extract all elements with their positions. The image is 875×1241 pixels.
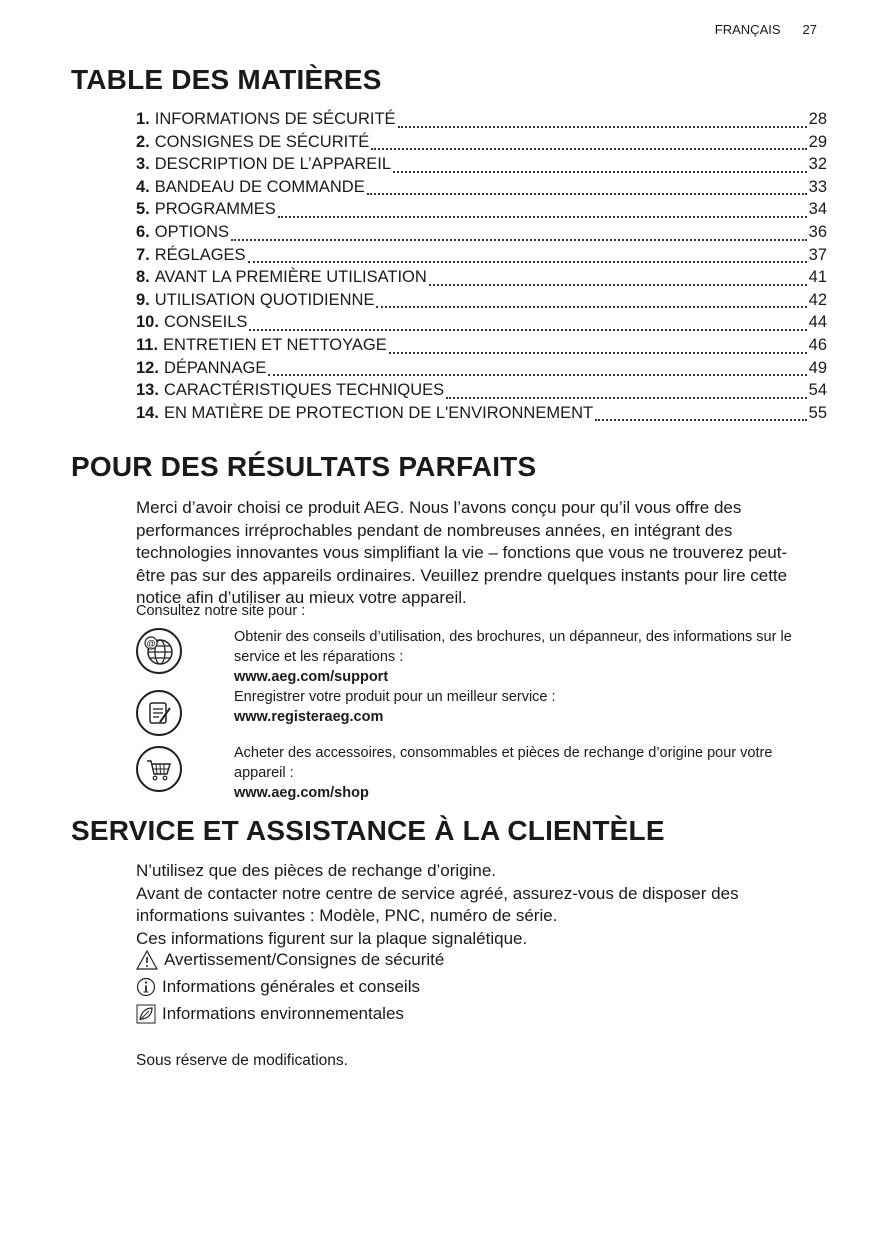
- service-line-2: Avant de contacter notre centre de service agréé, assurez-vous de disposer des informations suivantes : Modèle, PNC, numéro de série.: [136, 883, 739, 925]
- toc-item-page: 46: [808, 335, 827, 354]
- toc-item-page: 42: [808, 290, 827, 309]
- toc-item[interactable]: [136, 178, 827, 201]
- toc-item-number: 2.: [136, 132, 150, 151]
- toc-leader-dots: [429, 284, 807, 286]
- register-icon: [136, 690, 182, 736]
- shopping-cart-icon: [136, 746, 182, 792]
- toc-leader-dots: [248, 261, 807, 263]
- toc-leader-dots: [231, 239, 807, 241]
- toc-item-label: DÉPANNAGE: [163, 358, 267, 377]
- toc-leader-dots: [446, 397, 806, 399]
- header-language: FRANÇAIS: [714, 22, 781, 37]
- toc-item-page: 37: [808, 245, 827, 264]
- toc-item-page: 36: [808, 222, 827, 241]
- legend-warning-label: Avertissement/Consignes de sécurité: [164, 950, 445, 969]
- legend-info-label: Informations générales et conseils: [162, 977, 420, 996]
- toc-item-page: 54: [808, 381, 827, 400]
- toc-item-number: 6.: [136, 222, 150, 241]
- service-title: SERVICE ET ASSISTANCE À LA CLIENTÈLE: [71, 815, 665, 846]
- toc-item[interactable]: [136, 223, 827, 246]
- toc-item-number: 5.: [136, 200, 150, 219]
- toc-item-label: ENTRETIEN ET NETTOYAGE: [163, 335, 387, 354]
- shop-info: [234, 743, 824, 803]
- toc-item[interactable]: [136, 359, 827, 382]
- toc-item-page: 44: [808, 313, 827, 332]
- toc-item[interactable]: [136, 200, 827, 223]
- toc-item-label: UTILISATION QUOTIDIENNE: [154, 290, 375, 309]
- consult-label: Consultez notre site pour :: [136, 603, 306, 619]
- shop-text: Acheter des accessoires, consommables et pièces de rechange d’origine pour votre appareil :: [234, 745, 773, 781]
- toc-item-number: 1.: [136, 110, 150, 128]
- toc-item-number: 11.: [136, 335, 159, 354]
- toc-item-number: 7.: [136, 245, 150, 264]
- toc-leader-dots: [393, 171, 807, 173]
- toc-item-label: CONSIGNES DE SÉCURITÉ: [154, 132, 370, 151]
- toc-item-label: DESCRIPTION DE L’APPAREIL: [154, 155, 392, 174]
- toc-leader-dots: [268, 374, 806, 376]
- intro-paragraph: Merci d’avoir choisi ce produit AEG. Nous l’avons conçu pour qu’il vous offre des performances irréprochables pendant de nombreuses années, en intégrant des technologies innovantes vous simplifiant la vie – fonctions que vous ne trouverez peut-être pas sur des appareils ordinaires. Veuillez prendre quelques instants pour lire cette notice afin d’utiliser au mieux votre appareil.: [136, 498, 788, 607]
- toc-item-label: INFORMATIONS DE SÉCURITÉ: [154, 110, 396, 128]
- register-info: [234, 687, 824, 727]
- toc-item[interactable]: [136, 110, 827, 133]
- legend-environment: [136, 1004, 404, 1024]
- toc-item[interactable]: [136, 404, 827, 427]
- info-icon: [136, 977, 156, 997]
- toc-leader-dots: [389, 352, 807, 354]
- toc-item-page: 32: [808, 155, 827, 174]
- toc-leader-dots: [249, 329, 806, 331]
- toc-item-page: 55: [808, 403, 827, 422]
- support-info: [234, 627, 824, 687]
- toc-item-page: 29: [808, 132, 827, 151]
- register-link[interactable]: www.registeraeg.com: [234, 709, 384, 725]
- toc-item-label: BANDEAU DE COMMANDE: [154, 177, 365, 196]
- toc-item-label: EN MATIÈRE DE PROTECTION DE L'ENVIRONNEMENT: [163, 403, 594, 422]
- toc-item-number: 14.: [136, 403, 159, 422]
- toc-leader-dots: [371, 148, 806, 150]
- toc-item[interactable]: [136, 268, 827, 291]
- support-link[interactable]: www.aeg.com/support: [234, 669, 389, 685]
- support-text: Obtenir des conseils d’utilisation, des brochures, un dépanneur, des informations sur le service et les réparations :: [234, 629, 792, 665]
- globe-support-icon: [136, 628, 182, 674]
- toc-item[interactable]: [136, 133, 827, 156]
- legend-warning: [136, 950, 444, 970]
- toc-item-number: 8.: [136, 268, 150, 287]
- toc-item-page: 33: [808, 177, 827, 196]
- results-title: POUR DES RÉSULTATS PARFAITS: [71, 451, 537, 482]
- toc-leader-dots: [278, 216, 807, 218]
- toc-item-number: 10.: [136, 313, 159, 332]
- service-line-1: N’utilisez que des pièces de rechange d’origine.: [136, 861, 497, 880]
- toc-item-number: 3.: [136, 155, 150, 174]
- toc-item-label: CONSEILS: [163, 313, 248, 332]
- toc-item-number: 12.: [136, 358, 159, 377]
- toc-item-page: 28: [808, 110, 827, 128]
- page-header: [715, 22, 817, 37]
- toc-item[interactable]: [136, 313, 827, 336]
- toc-item[interactable]: [136, 246, 827, 269]
- svg-text:@: @: [146, 638, 156, 649]
- toc-item-label: RÉGLAGES: [154, 245, 246, 264]
- toc-item-number: 9.: [136, 290, 150, 309]
- toc-item-page: 34: [808, 200, 827, 219]
- service-line-3: Ces informations figurent sur la plaque signalétique.: [136, 928, 528, 948]
- toc-leader-dots: [367, 193, 807, 195]
- toc-item-label: AVANT LA PREMIÈRE UTILISATION: [154, 268, 427, 287]
- toc-title: TABLE DES MATIÈRES: [71, 64, 382, 95]
- toc-leader-dots: [595, 419, 807, 421]
- shop-link[interactable]: www.aeg.com/shop: [234, 785, 369, 801]
- toc-item-label: PROGRAMMES: [154, 200, 276, 219]
- toc-leader-dots: [376, 306, 806, 308]
- toc-item[interactable]: [136, 155, 827, 178]
- toc-item-page: 41: [808, 268, 827, 287]
- service-text: [136, 860, 816, 950]
- legend-env-label: Informations environnementales: [162, 1004, 404, 1023]
- legend-info: [136, 977, 420, 997]
- page-number: 27: [802, 22, 817, 37]
- register-text: Enregistrer votre produit pour un meilleur service :: [234, 689, 556, 705]
- toc-item-label: OPTIONS: [154, 222, 230, 241]
- toc-item-page: 49: [808, 358, 827, 377]
- footer-note: Sous réserve de modifications.: [136, 1052, 348, 1069]
- leaf-icon: [136, 1004, 156, 1024]
- table-of-contents: [136, 110, 827, 426]
- toc-item[interactable]: [136, 336, 827, 359]
- toc-item-number: 4.: [136, 177, 150, 196]
- toc-item-number: 13.: [136, 381, 159, 400]
- toc-item-label: CARACTÉRISTIQUES TECHNIQUES: [163, 381, 445, 400]
- toc-item[interactable]: [136, 381, 827, 404]
- warning-icon: [136, 950, 158, 970]
- toc-leader-dots: [398, 126, 807, 128]
- toc-item[interactable]: [136, 291, 827, 314]
